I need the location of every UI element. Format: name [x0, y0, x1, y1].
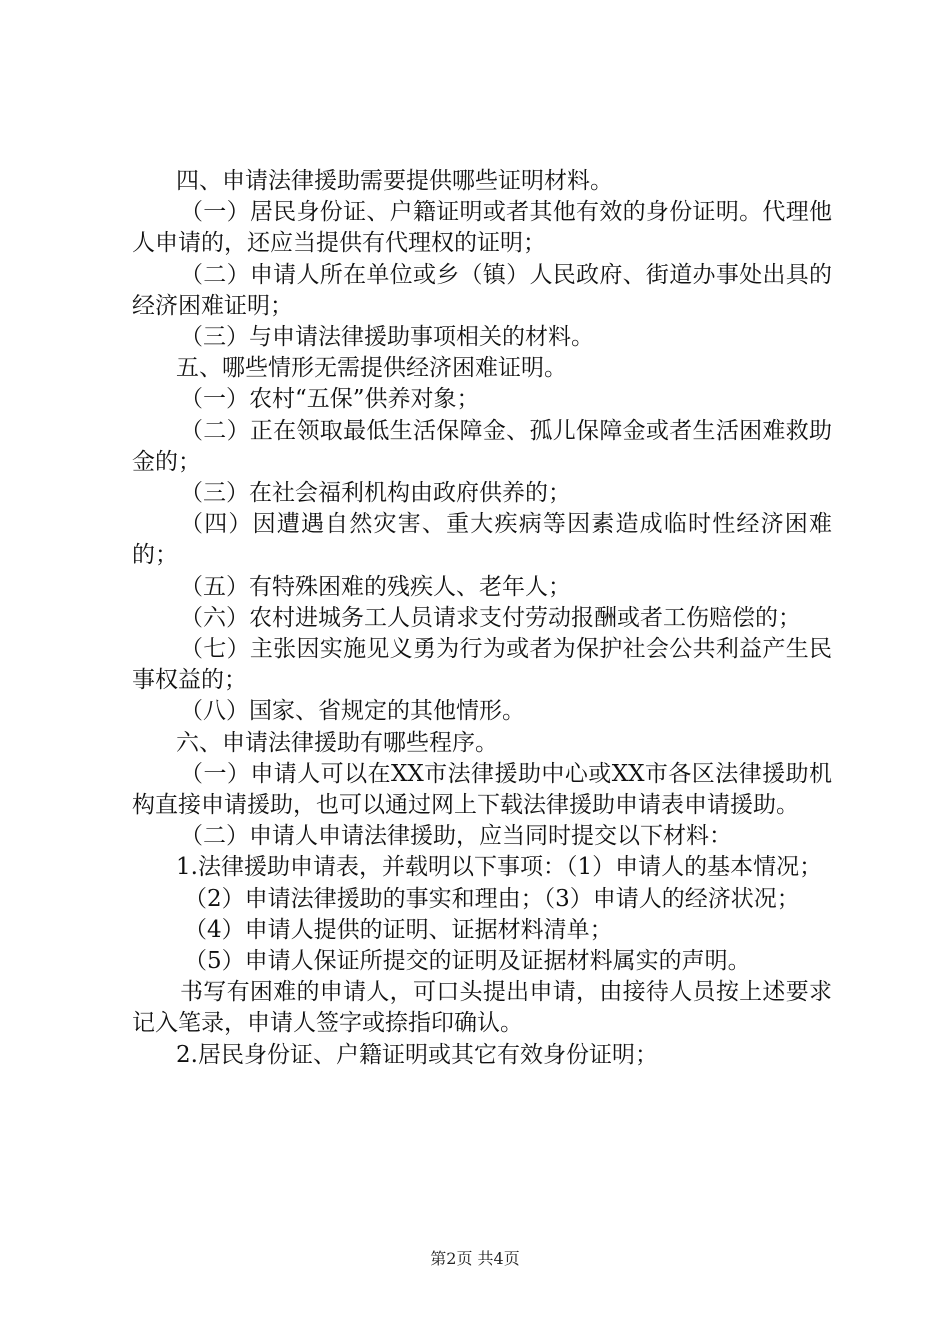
paragraph: （4）申请人提供的证明、证据材料清单；	[184, 916, 613, 943]
page-footer: 第2页 共4页	[430, 1249, 520, 1268]
paragraph: （5）申请人保证所提交的证明及证据材料属实的声明。	[184, 948, 751, 975]
document-body	[132, 166, 832, 1071]
paragraph: （五）有特殊困难的残疾人、老年人；	[180, 573, 571, 600]
paragraph: （三）与申请法律援助事项相关的材料。	[180, 324, 594, 351]
paragraph: （一）居民身份证、户籍证明或者其他有效的身份证明。代理他人申请的，还应当提供有代理权的证明；	[132, 199, 832, 257]
paragraph: （二）正在领取最低生活保障金、孤儿保障金或者生活困难救助金的；	[132, 417, 832, 475]
paragraph: （八）国家、省规定的其他情形。	[180, 698, 525, 725]
paragraph: 五、哪些情形无需提供经济困难证明。	[176, 355, 567, 382]
paragraph: （七）主张因实施见义勇为行为或者为保护社会公共利益产生民事权益的；	[132, 636, 832, 694]
paragraph: 四、申请法律援助需要提供哪些证明材料。	[176, 168, 613, 194]
paragraph: 2.居民身份证、户籍证明或其它有效身份证明；	[176, 1041, 658, 1068]
paragraph: （二）申请人所在单位或乡（镇）人民政府、街道办事处出具的经济困难证明；	[132, 261, 832, 319]
paragraph: （六）农村进城务工人员请求支付劳动报酬或者工伤赔偿的；	[180, 604, 801, 631]
paragraph: （一）农村“五保”供养对象；	[180, 386, 480, 413]
paragraph: （2）申请法律援助的事实和理由；（3）申请人的经济状况；	[184, 885, 800, 912]
paragraph: 书写有困难的申请人，可口头提出申请，由接待人员按上述要求记入笔录，申请人签字或捺指印确认。	[132, 979, 832, 1037]
paragraph: 1.法律援助申请表，并载明以下事项：（1）申请人的基本情况；	[176, 854, 823, 881]
paragraph: （一）申请人可以在XX市法律援助中心或XX市各区法律援助机构直接申请援助，也可以通过网上下载法律援助申请表申请援助。	[132, 760, 832, 819]
paragraph: （三）在社会福利机构由政府供养的；	[180, 480, 571, 507]
paragraph: 六、申请法律援助有哪些程序。	[176, 729, 498, 756]
paragraph: （四）因遭遇自然灾害、重大疾病等因素造成临时性经济困难的；	[132, 511, 832, 569]
paragraph: （二）申请人申请法律援助，应当同时提交以下材料：	[180, 823, 732, 850]
